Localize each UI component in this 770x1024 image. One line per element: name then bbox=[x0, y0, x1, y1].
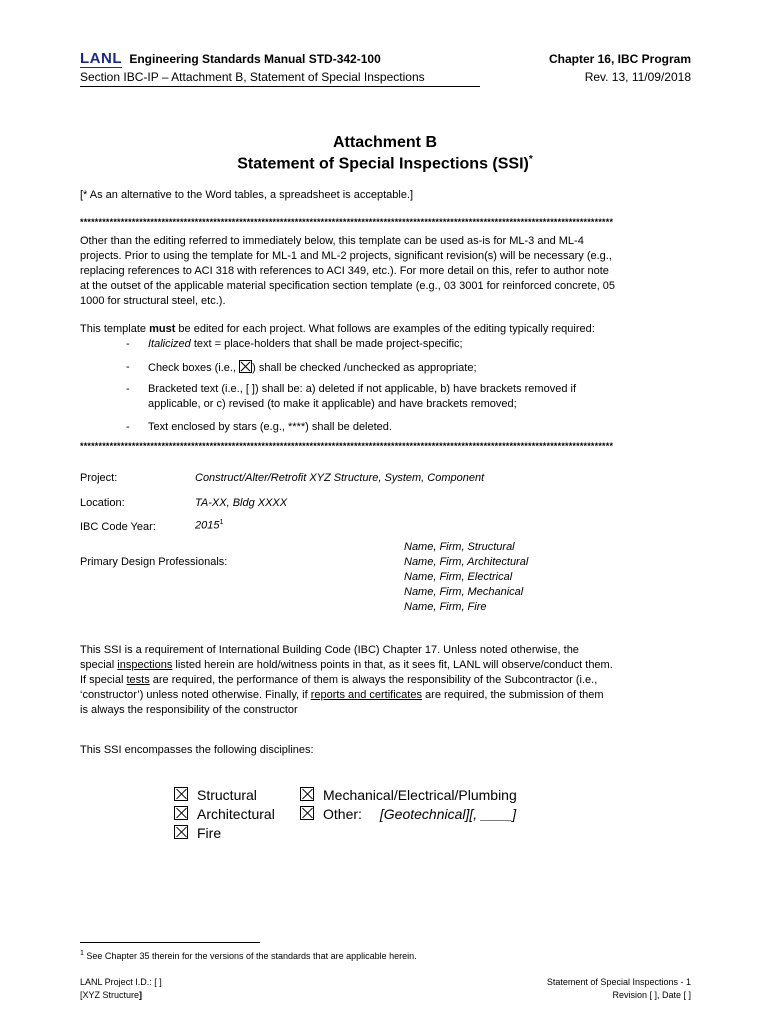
edit-item-rest: text = place-holders that shall be made project-specific; bbox=[190, 338, 463, 350]
intro-line: replacing references to ACI 318 with references to ACI 349, etc.). For more detail on this, refer to author note bbox=[80, 265, 609, 277]
discipline-label: Structural bbox=[197, 787, 257, 803]
ssi-line bbox=[80, 673, 692, 688]
discipline-label: Fire bbox=[197, 825, 222, 841]
edit-item-text bbox=[148, 382, 648, 412]
code-year-text: 2015 bbox=[195, 519, 220, 532]
ssi-text: are required, the performance of them is always the responsibility of the Subcontractor (i.e., bbox=[149, 674, 598, 686]
professional-item: Name, Firm, Mechanical bbox=[404, 586, 524, 598]
footnote-text: See Chapter 35 therein for the versions of the standards that are applicable herein. bbox=[86, 951, 417, 961]
intro-line: at the outset of the applicable material specification section template (e.g., 03 3001 for reinforced concrete, 05 bbox=[80, 280, 616, 292]
footer-right bbox=[450, 976, 691, 1002]
document-title bbox=[0, 154, 770, 173]
design-professionals-label: Primary Design Professionals: bbox=[80, 556, 228, 568]
edit-lead-emphasis: must bbox=[149, 323, 176, 335]
edit-item-rest: ) shall be checked /unchecked as appropriate; bbox=[252, 362, 477, 374]
manual-title: Engineering Standards Manual STD-342-100 bbox=[129, 52, 381, 66]
checked-box-icon[interactable] bbox=[300, 806, 314, 820]
revision-label: Rev. 13, 11/09/2018 bbox=[584, 70, 691, 84]
ssi-underlined: inspections bbox=[117, 659, 173, 671]
professional-item: Name, Firm, Architectural bbox=[404, 556, 529, 568]
ssi-text: If special bbox=[80, 674, 127, 686]
edit-item-text bbox=[148, 337, 648, 352]
checked-box-icon[interactable] bbox=[174, 787, 188, 801]
bullet-dash: - bbox=[126, 338, 130, 350]
disciplines-lead: This SSI encompasses the following disciplines: bbox=[80, 744, 314, 756]
document-title-text: Statement of Special Inspections (SSI) bbox=[237, 155, 529, 173]
code-year-label: IBC Code Year: bbox=[80, 521, 156, 533]
lanl-logo: LANL bbox=[80, 50, 122, 67]
edit-item-text bbox=[148, 360, 648, 376]
project-value: Construct/Alter/Retrofit XYZ Structure, System, Component bbox=[195, 472, 485, 484]
footer-page-label: Statement of Special Inspections - 1 bbox=[546, 977, 691, 987]
ssi-line bbox=[80, 658, 692, 673]
footer-structure-text: [XYZ Structure bbox=[80, 990, 140, 1000]
discipline-mep[interactable] bbox=[300, 786, 517, 805]
discipline-fire[interactable] bbox=[174, 824, 221, 843]
other-discipline-value: [Geotechnical][, ____] bbox=[379, 806, 517, 822]
footer-revision: Revision [ ], Date [ ] bbox=[612, 990, 691, 1000]
discipline-label: Architectural bbox=[197, 806, 275, 822]
ssi-text: listed herein are hold/witness points in that, as it sees fit, LANL will observe/conduct them. bbox=[172, 659, 613, 671]
checked-box-icon[interactable] bbox=[174, 825, 188, 839]
italic-sample: Italicized bbox=[148, 338, 191, 350]
ssi-text: ‘constructor’) unless noted otherwise. Finally, if bbox=[80, 689, 311, 701]
edit-lead-text: This template bbox=[80, 323, 150, 335]
edit-item-line: Bracketed text (i.e., [ ]) shall be: a) deleted if not applicable, b) have brackets removed if bbox=[148, 383, 576, 395]
ssi-text: are required, the submission of them bbox=[421, 689, 604, 701]
location-label: Location: bbox=[80, 497, 125, 509]
header-row-2 bbox=[80, 70, 691, 84]
project-label: Project: bbox=[80, 472, 118, 484]
ssi-line bbox=[80, 688, 692, 703]
page-header bbox=[80, 50, 691, 90]
footnote-divider bbox=[80, 942, 260, 943]
ssi-underlined: tests bbox=[126, 674, 150, 686]
discipline-label: Mechanical/Electrical/Plumbing bbox=[323, 787, 517, 803]
design-professionals-list bbox=[404, 540, 528, 615]
star-divider-top: ************************************************************************************************************************************************ bbox=[80, 217, 614, 227]
footnote-ref: 1 bbox=[219, 519, 224, 526]
bullet-dash: - bbox=[126, 383, 130, 395]
attachment-title: Attachment B bbox=[332, 134, 437, 151]
checked-box-icon[interactable] bbox=[300, 787, 314, 801]
bullet-dash: - bbox=[126, 361, 130, 373]
edit-lead-text-2: be edited for each project. What follows are examples of the editing typically required: bbox=[175, 323, 595, 335]
intro-line: projects. Prior to using the template for ML-1 and ML-2 projects, significant revision(s) will be necessary (e.g., bbox=[80, 250, 612, 262]
edit-item-text: Text enclosed by stars (e.g., ****) shall be deleted. bbox=[148, 421, 392, 433]
intro-paragraph bbox=[80, 234, 692, 309]
star-divider-bottom: ************************************************************************************************************************************************ bbox=[80, 441, 614, 451]
footer-project-id: LANL Project I.D.: [ ] bbox=[80, 977, 162, 987]
intro-line: 1000 for structural steel, etc.). bbox=[80, 295, 226, 307]
title-asterisk: * bbox=[528, 154, 533, 165]
checked-box-icon[interactable] bbox=[174, 806, 188, 820]
ssi-underlined: reports and certificates bbox=[310, 689, 422, 701]
ssi-text: special bbox=[80, 659, 118, 671]
header-row-1 bbox=[80, 52, 691, 66]
location-value: TA-XX, Bldg XXXX bbox=[195, 497, 288, 509]
intro-line: Other than the editing referred to immediately below, this template can be used as-is for ML-3 and ML-4 bbox=[80, 235, 584, 247]
footer-structure bbox=[80, 989, 162, 1002]
discipline-architectural[interactable] bbox=[174, 805, 275, 824]
footer-structure-bracket: ] bbox=[139, 990, 143, 1000]
edit-item-pre: Check boxes (i.e., bbox=[148, 362, 240, 374]
ssi-line: is always the responsibility of the constructor bbox=[80, 704, 298, 716]
professional-item: Name, Firm, Electrical bbox=[404, 571, 513, 583]
discipline-structural[interactable] bbox=[174, 786, 257, 805]
footnote-mark: 1 bbox=[80, 950, 84, 957]
professional-item: Name, Firm, Structural bbox=[404, 541, 515, 553]
edit-item-line: applicable, or c) revised (to make it applicable) and have brackets removed; bbox=[148, 398, 517, 410]
code-year-value bbox=[195, 519, 223, 532]
chapter-title: Chapter 16, IBC Program bbox=[548, 52, 691, 66]
header-divider bbox=[80, 86, 480, 87]
footer-left bbox=[80, 976, 162, 1002]
spreadsheet-note: [* As an alternative to the Word tables, a spreadsheet is acceptable.] bbox=[80, 189, 414, 201]
section-title: Section IBC-IP – Attachment B, Statement of Special Inspections bbox=[80, 70, 425, 84]
professional-item: Name, Firm, Fire bbox=[404, 601, 487, 613]
ssi-line: This SSI is a requirement of International Building Code (IBC) Chapter 17. Unless noted otherwise, the bbox=[80, 644, 579, 656]
discipline-other[interactable] bbox=[300, 805, 516, 824]
footnote bbox=[80, 950, 417, 961]
edit-lead bbox=[80, 322, 692, 337]
checked-box-icon bbox=[239, 360, 252, 373]
ssi-paragraph bbox=[80, 643, 692, 718]
bullet-dash: - bbox=[126, 421, 130, 433]
discipline-label: Other: bbox=[323, 806, 362, 822]
